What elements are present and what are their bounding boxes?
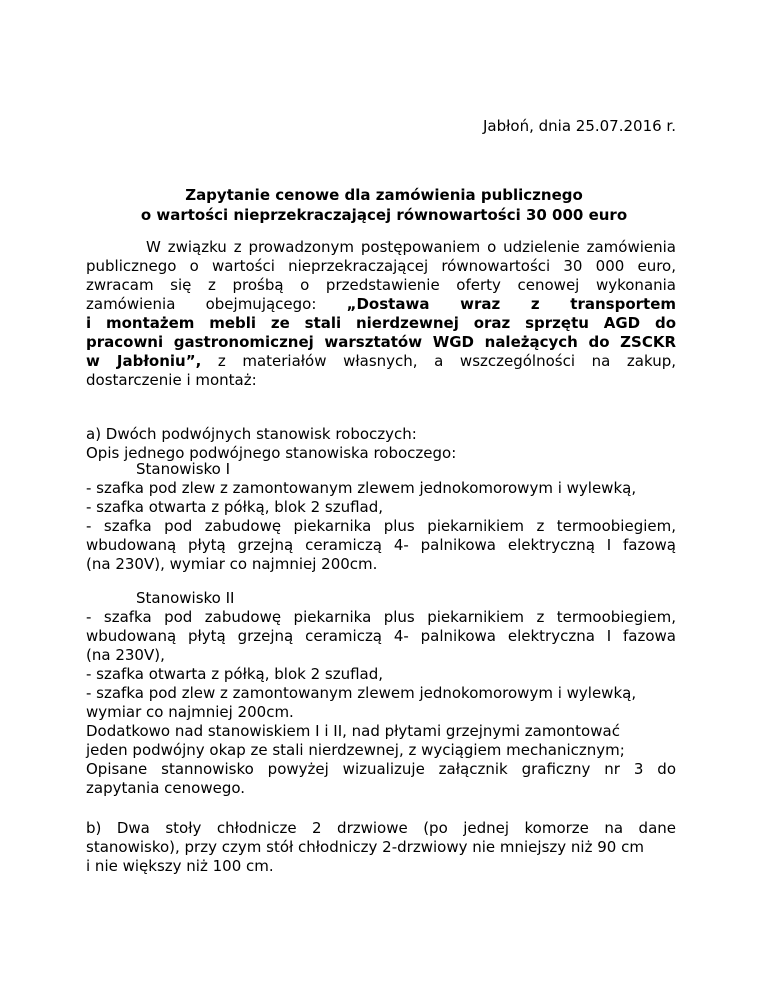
intro-bold-line: i montażem mebli ze stali nierdzewnej oraz sprzętu AGD do [86,314,676,332]
station-2-line: (na 230V), [86,646,165,664]
station-2-line: wbudowaną płytą grzejną ceramiczą 4- palnikowa elektryczna I fazowa [86,627,676,645]
intro-line: publicznego o wartości nieprzekraczającej równowartości 30 000 euro, [86,257,676,275]
station-1-line: - szafka pod zabudowę piekarnika plus piekarnikiem z termoobiegiem, [86,517,676,535]
station-2-line: wymiar co najmniej 200cm. [86,703,294,721]
intro-text: zamówienia obejmującego: [86,295,347,313]
intro-bold-text: „Dostawa wraz z transportem [346,295,676,313]
station-1-line: (na 230V), wymiar co najmniej 200cm. [86,555,378,573]
section-a [86,425,676,463]
document-title-line-1: Zapytanie cenowe dla zamówienia publicznego [185,186,583,204]
section-b-line: i nie większy niż 100 cm. [86,857,274,875]
station-2 [86,589,676,798]
station-2-line: - szafka pod zabudowę piekarnika plus piekarnikiem z termoobiegiem, [86,608,676,626]
section-a-heading: a) Dwóch podwójnych stanowisk roboczych: [86,425,417,443]
station-2-line: Opisane stannowisko powyżej wizualizuje załącznik graficzny nr 3 do [86,760,676,778]
station-1-line: - szafka pod zlew z zamontowanym zlewem jednokomorowym i wylewką, [86,479,637,497]
date-line: Jabłoń, dnia 25.07.2016 r. [483,117,676,135]
intro-line [86,295,676,314]
intro-line: dostarczenie i montaż: [86,371,257,389]
station-1 [86,460,676,574]
intro-bold-text: w Jabłoniu”, [86,352,202,370]
section-b-line: b) Dwa stoły chłodnicze 2 drzwiowe (po jednej komorze na dane [86,819,676,837]
section-b [86,819,676,876]
document-title-line-2: o wartości nieprzekraczającej równowartości 30 000 euro [140,206,628,224]
intro-line: zwracam się z prośbą o przedstawienie oferty cenowej wykonania [86,276,676,294]
station-2-line: jeden podwójny okap ze stali nierdzewnej, z wyciągiem mechanicznym; [86,741,625,759]
intro-bold-line: pracowni gastronomicznej warsztatów WGD należących do ZSCKR [86,333,676,351]
station-1-line: wbudowaną płytą grzejną ceramiczą 4- palnikowa elektryczną I fazową [86,536,676,554]
intro-line [86,352,676,371]
station-2-line: - szafka pod zlew z zamontowanym zlewem jednokomorowym i wylewką, [86,684,637,702]
station-1-line: - szafka otwarta z półką, blok 2 szuflad, [86,498,384,516]
station-2-line: zapytania cenowego. [86,779,246,797]
station-2-line: - szafka otwarta z półką, blok 2 szuflad, [86,665,384,683]
section-b-line: stanowisko), przy czym stół chłodniczy 2-drzwiowy nie mniejszy niż 90 cm [86,838,644,856]
intro-line: W związku z prowadzonym postępowaniem o udzielenie zamówienia [146,238,676,256]
station-2-line: Dodatkowo nad stanowiskiem I i II, nad płytami grzejnymi zamontować [86,722,620,740]
station-2-title: Stanowisko II [136,589,235,607]
intro-paragraph [86,238,676,390]
intro-text: z materiałów własnych, a wszczególności na zakup, [201,352,676,370]
station-1-title: Stanowisko I [136,460,231,478]
section-a-subheading: Opis jednego podwójnego stanowiska roboczego: [86,444,457,462]
